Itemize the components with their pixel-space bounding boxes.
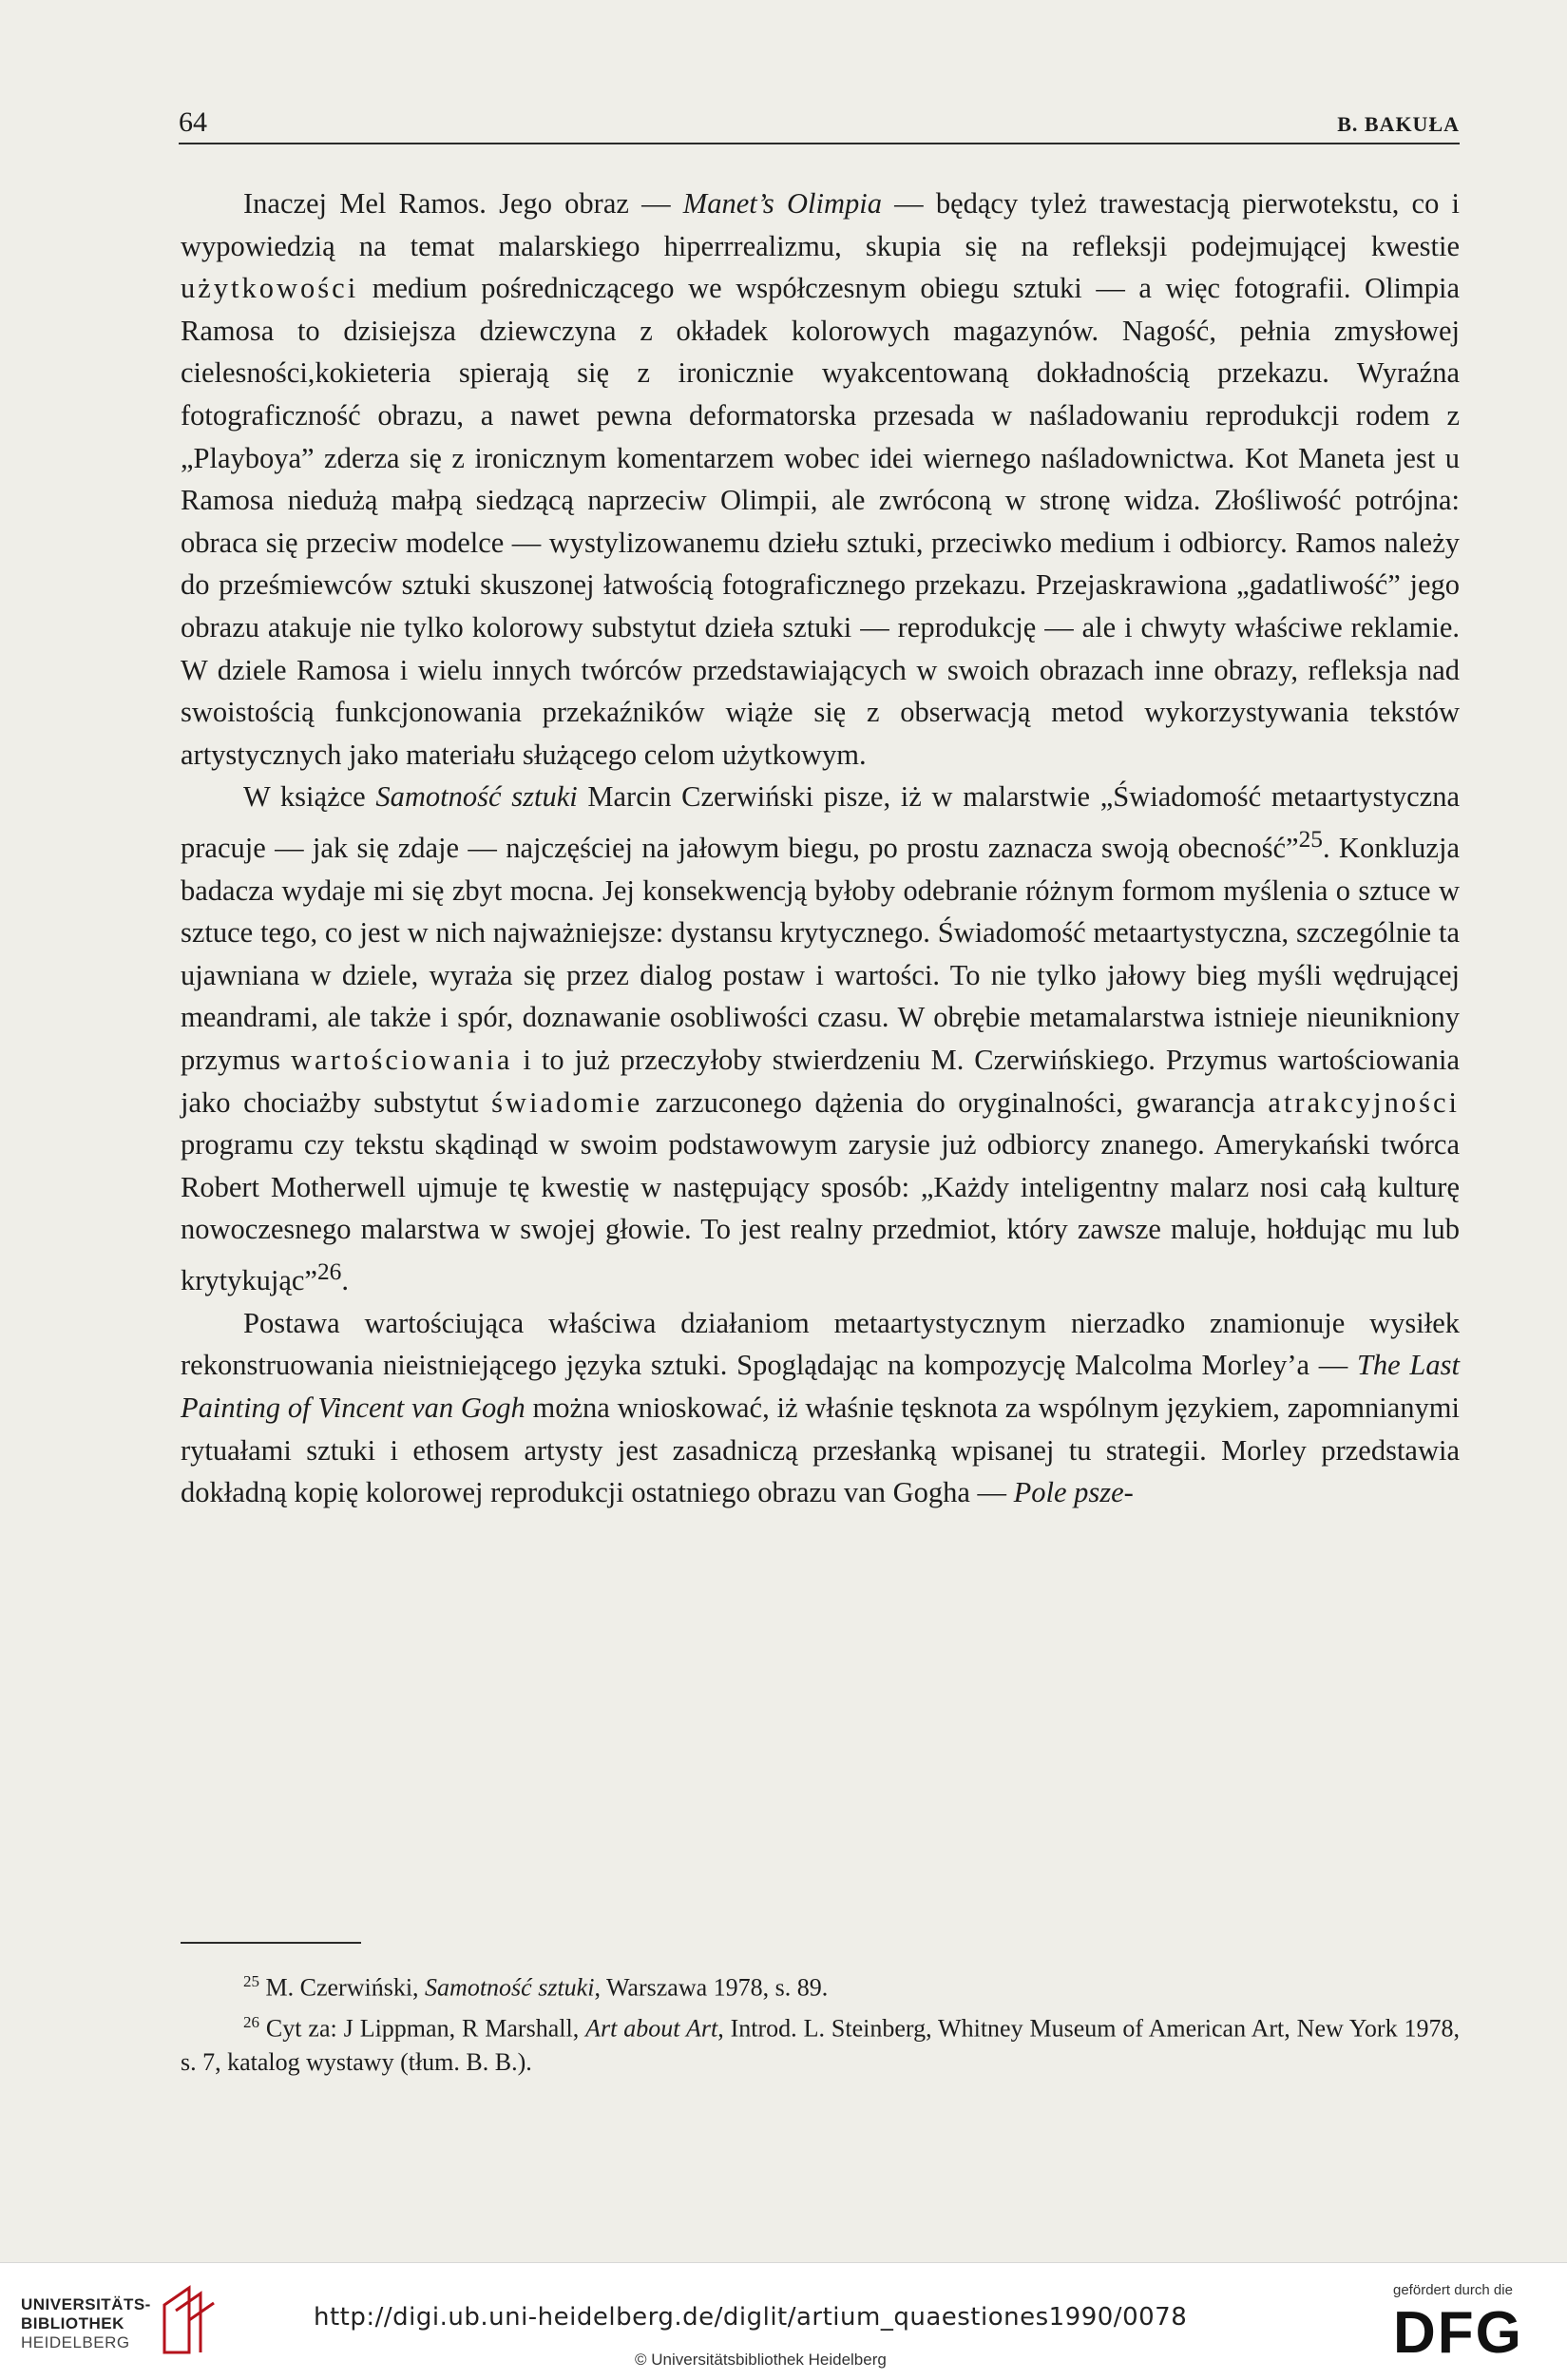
paragraph-3: Postawa wartościująca właściwa działaniom metaartystycznym nierzadko znamionuje wysiłek rekonstruowania nieistniejącego języka sztuki. Spoglądając na kompozycję Malcolma Morley’a — The Last Painting of Vincent van Gogh można wnioskować, iż właśnie tęsknota za wspólnym językiem, zapomnianymi rytuałami sztuki i ethosem artysty jest zasadniczą przesłanką wpisanej tu strategii. Morley przedstawia dokładną kopię kolorowej reprodukcji ostatniego obrazu van Gogha — Pole psze- xyxy=(181,1306,1460,1509)
document-url-link[interactable]: http://digi.ub.uni-heidelberg.de/diglit/artium_quaestiones1990/0078 xyxy=(314,2303,1188,2332)
library-logo-text[interactable]: UNIVERSITÄTS- BIBLIOTHEK HEIDELBERG xyxy=(21,2295,151,2351)
copyright-notice: © Universitätsbibliothek Heidelberg xyxy=(635,2351,887,2369)
title-samotnosc-sztuki: Samotność sztuki xyxy=(375,780,578,814)
page-header xyxy=(179,106,1460,144)
title-pole-psze: Pole psze- xyxy=(1013,1476,1134,1509)
dfg-logo[interactable]: DFG xyxy=(1393,2300,1523,2366)
viewer-footer xyxy=(0,2262,1567,2380)
header-rule xyxy=(179,143,1460,144)
spaced-word: wartościowania xyxy=(291,1044,513,1077)
spaced-word: użytkowości xyxy=(181,272,359,305)
title-manets-olimpia: Manet’s Olimpia xyxy=(682,187,882,220)
footnote-rule xyxy=(181,1942,361,1944)
footnote-26: $^{26}$ Cyt za: J Lippman, R Marshall, Art about Art, Introd. L. Steinberg, Whitney Museum of American Art, New York 1978, s. 7, katalog wystawy (tłum. B. B.). xyxy=(181,2012,1460,2077)
paragraph-2: W książce Samotność sztuki Marcin Czerwiński pisze, iż w malarstwie „Świadomość metaartystyczna pracuje — jak się zdaje — najczęściej na jałowym biegu, po prostu zaznacza swoją obecność”$^{25}$. Konkluzja badacza wydaje mi się zbyt mocna. Jej konsekwencją byłoby odebranie różnym formom myślenia o sztuce w sztuce tego, co jest w nich najważniejsze: dystansu krytycznego. Świadomość metaartystyczna, szczególnie ta ujawniana w dziele, wyraża się przez dialog postaw i wartości. To nie tylko jałowy bieg myśli wędrującej meandrami, ale także i spór, doznawanie osobliwości czasu. W obrębie metamalarstwa istnieje nieunikniony przymus wartościowania i to już przeczyłoby stwierdzeniu M. Czerwińskiego. Przymus wartościowania jako chociażby substytut świadomie zarzuconego dążenia do oryginalności, gwarancja atrakcyjności programu czy tekstu skądinąd w swoim podstawowym zarysie już odbiorcy znanego. Amerykański twórca Robert Motherwell ujmuje tę kwestię w następujący sposób: „Każdy inteligentny malarz nosi całą kulturę nowoczesnego malarstwa w swojej głowie. To jest realny przedmiot, który zawsze maluje, hołdując mu lub krytykując”$^{26}$. xyxy=(181,780,1461,1297)
spaced-word: świadomie xyxy=(491,1085,643,1119)
library-emblem-icon[interactable] xyxy=(157,2282,223,2358)
footnote-ref-25[interactable]: 25 xyxy=(1298,825,1323,853)
funding-note: gefördert durch die xyxy=(1393,2282,1513,2298)
spaced-word: atrakcyjności xyxy=(1268,1085,1461,1119)
title-last-painting: The Last Painting of Vincent van Gogh xyxy=(181,1349,1460,1424)
paragraph-1: Inaczej Mel Ramos. Jego obraz — Manet’s Olimpia — będący tyleż trawestacją pierwotekstu, co i wypowiedzią na temat malarskiego hiperrrealizmu, skupia się na refleksji podejmującej kwestie użytkowości medium pośredniczącego we współczesnym obiegu sztuki — a więc fotografii. Olimpia Ramosa to dzisiejsza dziewczyna z okładek kolorowych magazynów. Nagość, pełnia zmysłowej cielesności,kokieteria spierają się z ironicznie wyakcentowaną dokładnością przekazu. Wyraźna fotograficzność obrazu, a nawet pewna deformatorska przesada w naśladowaniu reprodukcji rodem z „Playboya” zderza się z ironicznym komentarzem wobec idei wiernego naśladownictwa. Kot Maneta jest u Ramosa niedużą małpą siedzącą naprzeciw Olimpii, ale zwróconą w stronę widza. Złośliwość potrójna: obraca się przeciw modelce — wystylizowanemu dziełu sztuki, przeciwko medium i odbiorcy. Ramos należy do prześmiewców sztuki skuszonej łatwością fotograficznego przekazu. Przejaskrawiona „gadatliwość” jego obrazu atakuje nie tylko kolorowy substytut dzieła sztuki — reprodukcję — ale i chwyty właściwe reklamie. W dziele Ramosa i wielu innych twórców przedstawiających w swoich obrazach inne obrazy, refleksja nad swoistością funkcjonowania przekaźników wiąże się z obserwacją metod wykorzystywania tekstów artystycznych jako materiału służącego celom użytkowym. xyxy=(181,187,1461,771)
running-head: B. BAKUŁA xyxy=(1337,112,1460,136)
main-text xyxy=(181,182,1460,1514)
footnotes xyxy=(181,1965,1460,2080)
page-number: 64 xyxy=(179,106,207,138)
footnote-25: $^{25}$ M. Czerwiński, Samotność sztuki, Warszawa 1978, s. 89. xyxy=(243,1972,829,2002)
footnote-ref-26[interactable]: 26 xyxy=(316,1258,342,1285)
